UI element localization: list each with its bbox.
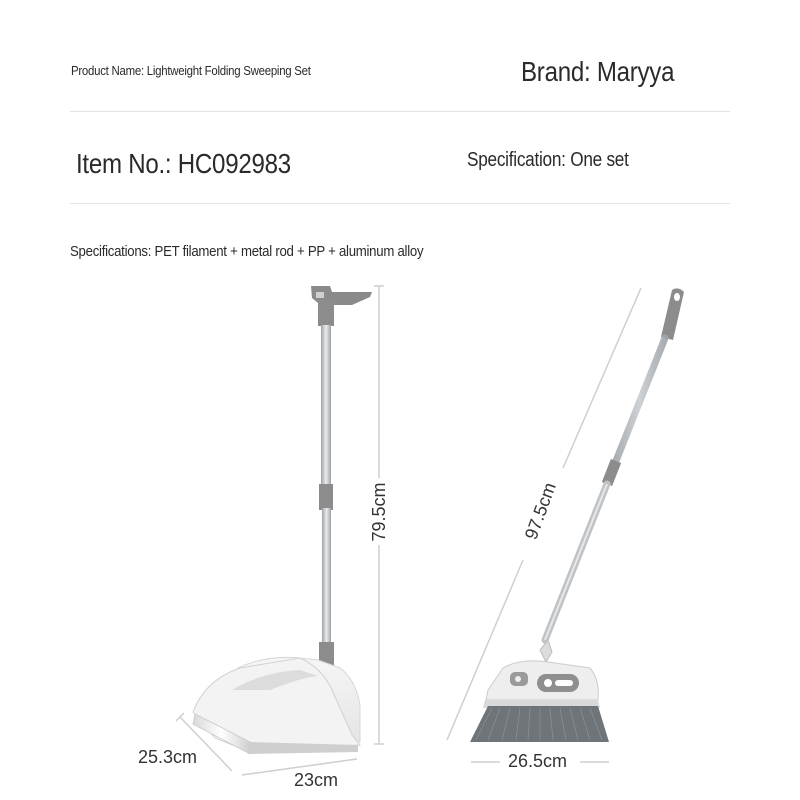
dustpan-rod-lower — [322, 508, 331, 644]
product-name-text: Product Name: Lightweight Folding Sweeping Set — [71, 63, 311, 78]
dustpan — [193, 286, 372, 754]
brand-text: Brand: Maryya — [521, 56, 675, 87]
specification-text: Specification: One set — [467, 149, 629, 171]
dustpan-depth-label: 25.3cm — [138, 747, 198, 767]
dustpan-height-label: 79.5cm — [369, 482, 389, 542]
broom-rod-joint — [607, 461, 616, 484]
dustpan-width-label: 23cm — [294, 770, 339, 790]
dustpan-rod-upper — [321, 325, 331, 485]
broom — [470, 288, 684, 742]
broom-bristles — [470, 706, 609, 742]
broom-width-label: 26.5cm — [508, 751, 568, 771]
dustpan-rod-joint — [319, 484, 333, 510]
materials-text: Specifications: PET filament + metal rod + PP + aluminum alloy — [70, 243, 424, 260]
dustpan-handle-grip — [318, 300, 334, 326]
item-number-text: Item No.: HC092983 — [76, 148, 291, 179]
broom-handle-cap — [661, 288, 684, 340]
broom-length-label: 97.5cm — [520, 479, 560, 543]
